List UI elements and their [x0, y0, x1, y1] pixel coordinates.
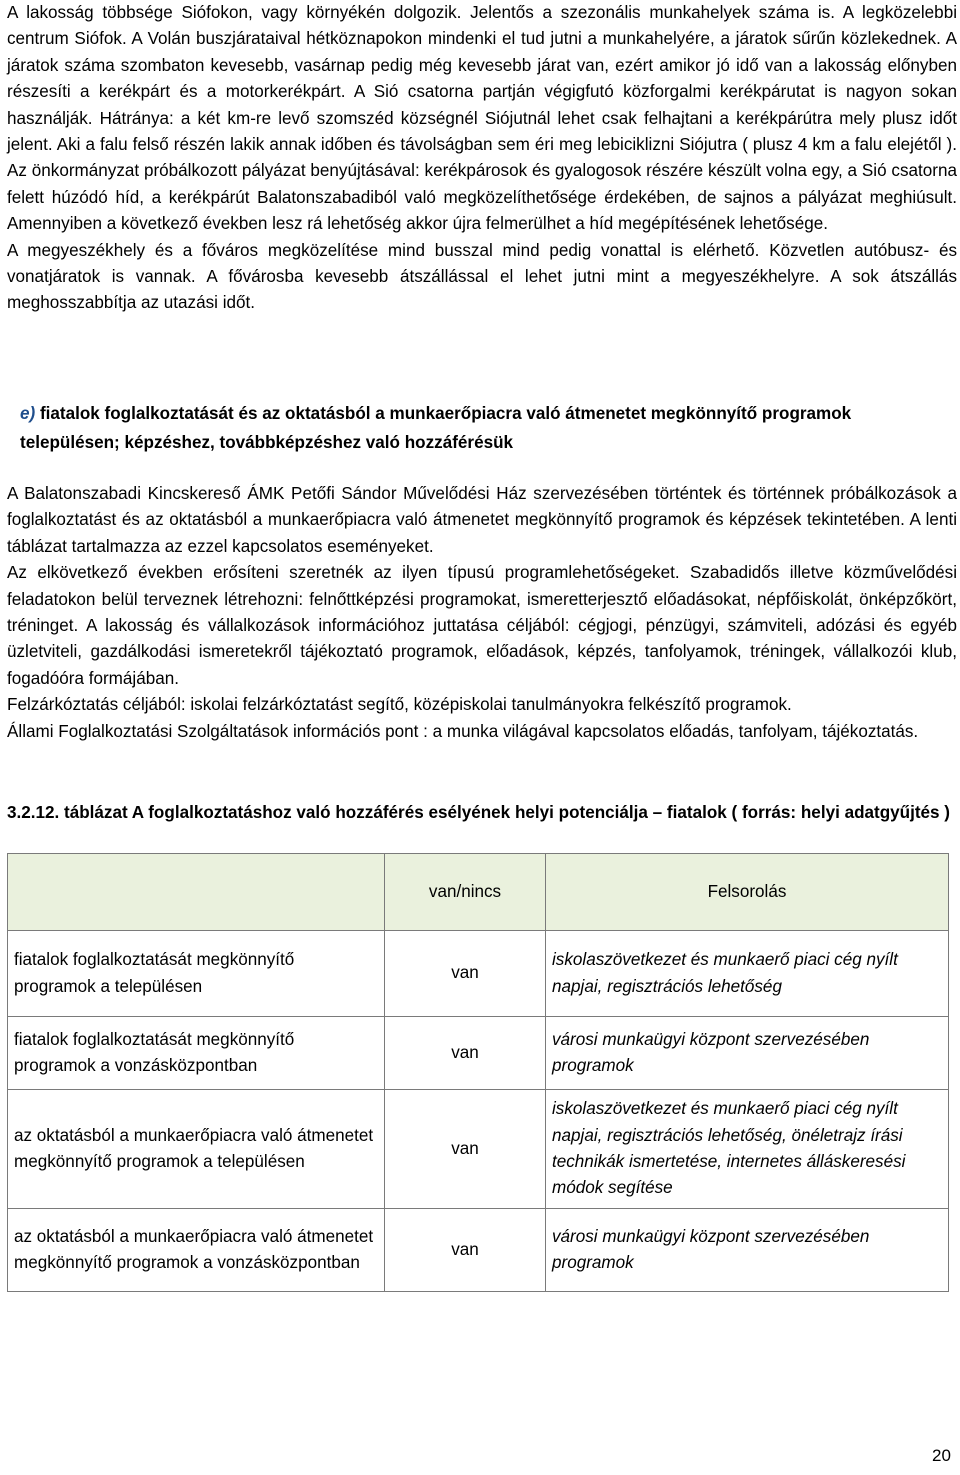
section-heading [20, 399, 955, 457]
youth-employment-table [7, 853, 949, 1292]
table-row [8, 1090, 949, 1209]
page-number: 20 [932, 1446, 951, 1465]
table-caption: 3.2.12. táblázat A foglalkoztatáshoz való hozzáférés esélyének helyi potenciálja – fiatalok ( forrás: helyi adatgyűjtés ) [7, 803, 951, 822]
row-label: az oktatásból a munkaerőpiacra való átmenetet megkönnyítő programok a vonzásközpontban [8, 1209, 385, 1292]
row-status: van [385, 1090, 546, 1209]
header-empty [8, 854, 385, 931]
row-label: fiatalok foglalkoztatását megkönnyítő programok a településen [8, 931, 385, 1017]
table-header-row [8, 854, 949, 931]
table-row [8, 1017, 949, 1090]
row-label: az oktatásból a munkaerőpiacra való átmenetet megkönnyítő programok a településen [8, 1090, 385, 1209]
section-title-text: fiatalok foglalkoztatását és az oktatásból a munkaerőpiacra való átmenetet megkönnyítő programok településen; képzéshez, továbbképzéshez való hozzáférésük [20, 404, 852, 452]
row-status: van [385, 1209, 546, 1292]
row-label: fiatalok foglalkoztatását megkönnyítő programok a vonzásközpontban [8, 1017, 385, 1090]
header-status: van/nincs [385, 854, 546, 931]
paragraph-catch-up: Felzárkóztatás céljából: iskolai felzárkóztatást segítő, középiskolai tanulmányokra felkészítő programok. [7, 695, 792, 715]
table-row [8, 931, 949, 1017]
paragraph-transport: A lakosság többsége Siófokon, vagy környékén dolgozik. Jelentős a szezonális munkahelyek száma is. A legközelebbi centrum Siófok. A Volán buszjárataival hétköznapokon mindenki el tud jutni a munkahelyére, a járatok sűrűn közlekednek. A járatok száma szombaton kevesebb, vasárnap pedig még kevesebb járat van, ezért amikor jó idő van a lakosság előnyben részesíti a kerékpárt és a motorkerékpárt. A Sió csatorna partján végigfutó közforgalmi kerékpárutat is nagyon sokan használják. Hátránya: a két km-re levő szomszéd községnél Siójutnál lehet csak felhajtani a kerékpárútra mely plusz időt jelent. Aki a falu felső részén lakik annak időben és távolságban sem éri meg lebiciklizni Siójutra ( plusz 4 km a falu elejétől ). Az önkormányzat próbálkozott pályázat benyújtásával: kerékpárosok és gyalogosok részére készült volna egy, a Sió csatorna felett húzódó híd, a kerékpárút Balatonszabadiból való megközelíthetősége érdekében, de sajnos a pályázat meghiúsult. Amennyiben a következő években lesz rá lehetőség akkor újra felmerülhet a híd megépítésének lehetősége. [7, 3, 957, 234]
row-list: iskolaszövetkezet és munkaerő piaci cég nyílt napjai, regisztrációs lehetőség [546, 931, 949, 1017]
paragraph-plans: Az elkövetkező években erősíteni szeretnék az ilyen típusú programlehetőségeket. Szabadidős illetve közművelődési feladatokon belül terveznek létrehozni: felnőttképzési programokat, ismeretterjesztő előadásokat, népfőiskolát, önképzőkört, tréninget. A lakosság és vállalkozások információhoz juttatása céljából: cégjogi, pénzügyi, számviteli, adózási és egyéb üzletviteli, gazdálkodási ismeretekről tájékoztató programok, előadások, képzés, tanfolyamok, tréningek, vállalkozói klub, fogadóóra formájában. [7, 563, 957, 688]
row-status: van [385, 1017, 546, 1090]
paragraph-regional-access: A megyeszékhely és a főváros megközelítése mind busszal mind pedig vonattal is elérhető. Közvetlen autóbusz- és vonatjáratok is vannak. A fővárosba kevesebb átszállással el lehet jutni mint a megyeszékhelyre. A sok átszállás meghosszabbítja az utazási időt. [7, 240, 957, 313]
row-list: városi munkaügyi központ szervezésében programok [546, 1017, 949, 1090]
paragraph-institution: A Balatonszabadi Kincskereső ÁMK Petőfi Sándor Művelődési Ház szervezésében történtek és történnek próbálkozások a foglalkoztatást és az oktatásból a munkaerőpiacra való átmenetet megkönnyítő programok és képzések tekintetében. A lenti táblázat tartalmazza az ezzel kapcsolatos eseményeket. [7, 484, 957, 556]
header-list: Felsorolás [546, 854, 949, 931]
paragraph-employment-services: Állami Foglalkoztatási Szolgáltatások információs pont : a munka világával kapcsolatos előadás, tanfolyam, tájékoztatás. [7, 721, 919, 741]
table-row [8, 1209, 949, 1292]
row-status: van [385, 931, 546, 1017]
row-list: iskolaszövetkezet és munkaerő piaci cég nyílt napjai, regisztrációs lehetőség, önéletrajz írási technikák ismertetése, internetes álláskeresési módok segítése [546, 1090, 949, 1209]
section-body [7, 481, 957, 745]
section-letter: e) [20, 404, 36, 423]
intro-text [7, 0, 957, 317]
row-list: városi munkaügyi központ szervezésében programok [546, 1209, 949, 1292]
